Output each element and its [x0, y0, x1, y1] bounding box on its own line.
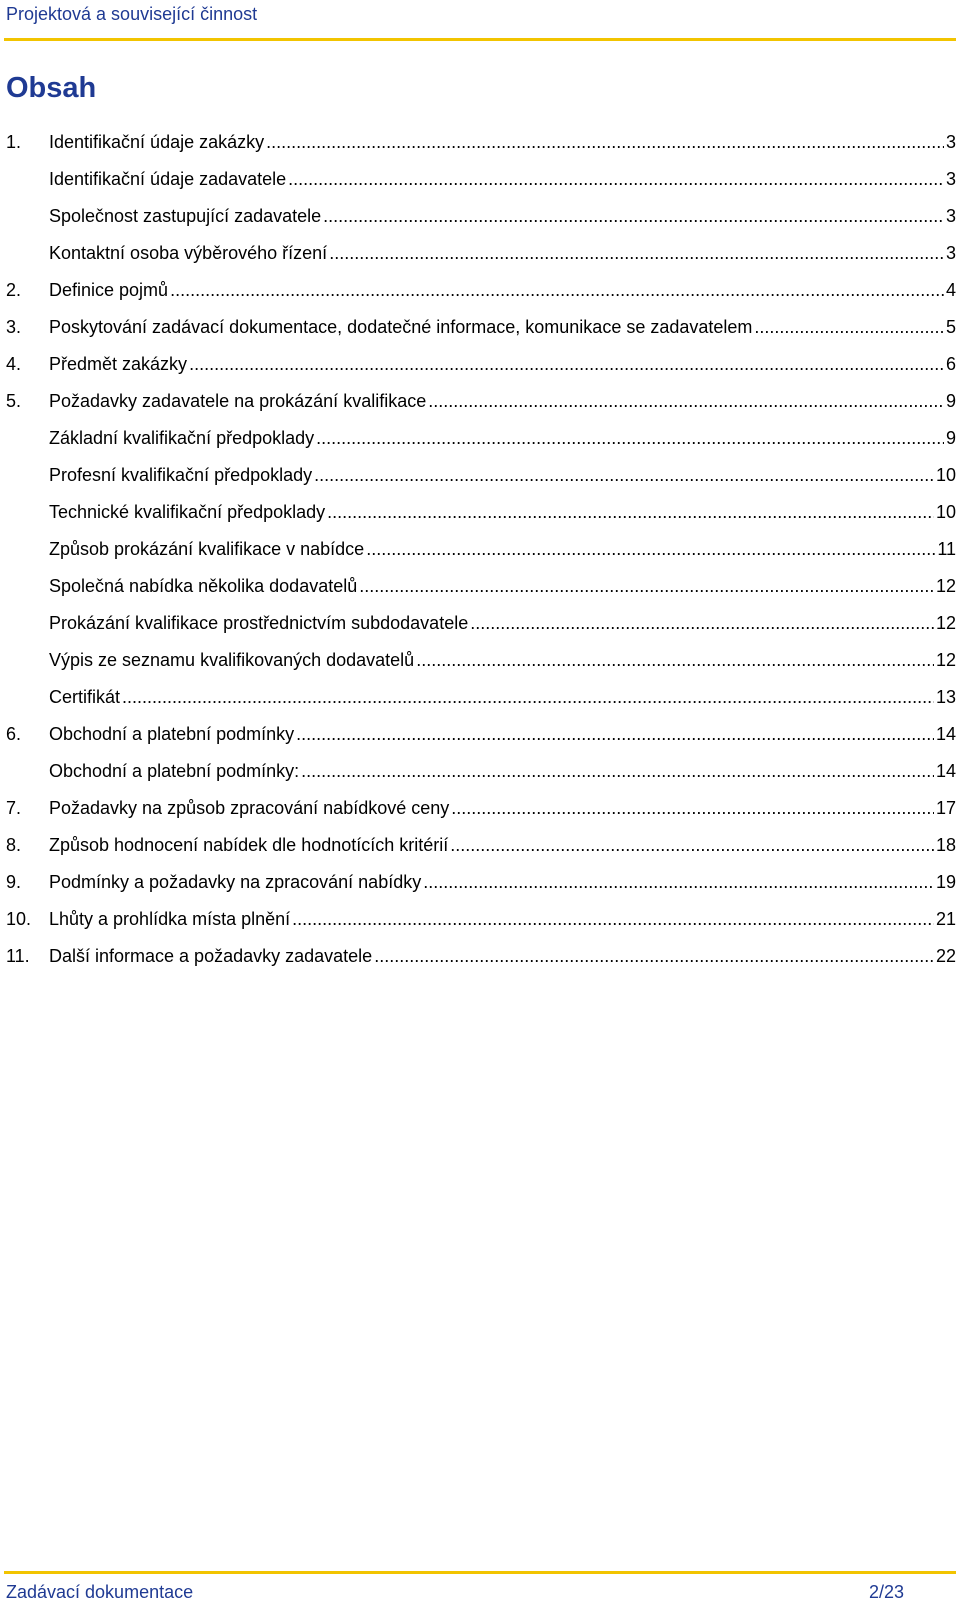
toc-entry-number: 9.: [6, 872, 22, 892]
toc-entry-page: 3: [945, 243, 956, 263]
toc-dot-leader: [329, 243, 944, 264]
toc-entry[interactable]: [0, 605, 960, 642]
toc-entry-page: 17: [935, 798, 956, 818]
toc-dot-leader: [359, 576, 934, 597]
toc-entry-number: 2.: [6, 280, 22, 300]
toc-entry-title: Základní kvalifikační předpoklady: [49, 428, 315, 448]
footer-page-number: 2/23: [868, 1582, 904, 1602]
toc-entry-title: Lhůty a prohlídka místa plnění: [49, 909, 291, 929]
toc-heading: Obsah: [6, 72, 97, 104]
toc-entry-number: 6.: [6, 724, 22, 744]
toc-entry-line: [49, 576, 956, 597]
toc-dot-leader: [450, 835, 934, 856]
toc-dot-leader: [296, 724, 934, 745]
toc-entry-title: Společnost zastupující zadavatele: [49, 206, 322, 226]
toc-entry-line: [49, 761, 956, 782]
toc-entry-line: [49, 317, 956, 338]
toc-dot-leader: [316, 428, 944, 449]
toc-entry-page: 11: [937, 539, 956, 559]
toc-entry-title: Identifikační údaje zadavatele: [49, 169, 287, 189]
toc-entry-line: [49, 724, 956, 745]
toc-entry-title: Obchodní a platební podmínky: [49, 724, 295, 744]
toc-entry-title: Požadavky zadavatele na prokázání kvalifikace: [49, 391, 427, 411]
toc-dot-leader: [122, 687, 934, 708]
toc-entry-page: 10: [935, 465, 956, 485]
toc-entry[interactable]: [0, 235, 960, 272]
toc-entry[interactable]: [0, 642, 960, 679]
toc-dot-leader: [288, 169, 944, 190]
toc-dot-leader: [470, 613, 934, 634]
toc-entry[interactable]: [0, 494, 960, 531]
toc-entry-line: [49, 502, 956, 523]
toc-entry-number: 1.: [6, 132, 22, 152]
toc-entry[interactable]: [0, 790, 960, 827]
toc-entry[interactable]: [0, 938, 960, 975]
toc-entry[interactable]: [0, 346, 960, 383]
toc-dot-leader: [327, 502, 934, 523]
toc-entry-page: 9: [945, 391, 956, 411]
toc-dot-leader: [266, 132, 944, 153]
toc-dot-leader: [423, 872, 934, 893]
toc-entry-line: [49, 909, 956, 930]
toc-entry-line: [49, 613, 956, 634]
toc-entry-page: 10: [935, 502, 956, 522]
toc-entry-page: 9: [945, 428, 956, 448]
toc-entry[interactable]: [0, 827, 960, 864]
toc-entry-title: Prokázání kvalifikace prostřednictvím subdodavatele: [49, 613, 469, 633]
toc-entry-title: Podmínky a požadavky na zpracování nabídky: [49, 872, 422, 892]
toc-entry-page: 12: [935, 613, 956, 633]
toc-dot-leader: [416, 650, 934, 671]
toc-entry[interactable]: [0, 383, 960, 420]
toc-entry-number: 7.: [6, 798, 22, 818]
footer-divider: [4, 1571, 956, 1574]
toc-dot-leader: [374, 946, 934, 967]
toc-entry-page: 14: [935, 724, 956, 744]
toc-entry-number: 4.: [6, 354, 22, 374]
header-title: Projektová a související činnost: [6, 4, 258, 24]
toc-entry-page: 18: [935, 835, 956, 855]
toc-entry-line: [49, 280, 956, 301]
toc-entry-page: 21: [935, 909, 956, 929]
toc-dot-leader: [451, 798, 934, 819]
toc-entry[interactable]: [0, 716, 960, 753]
toc-entry-page: 6: [945, 354, 956, 374]
toc-entry-page: 3: [945, 132, 956, 152]
toc-entry[interactable]: [0, 309, 960, 346]
toc-dot-leader: [314, 465, 934, 486]
toc-entry-line: [49, 206, 956, 227]
toc-entry-number: 10.: [6, 909, 32, 929]
toc-entry-title: Způsob prokázání kvalifikace v nabídce: [49, 539, 365, 559]
toc-entry[interactable]: [0, 198, 960, 235]
toc-entry[interactable]: [0, 161, 960, 198]
toc-dot-leader: [170, 280, 944, 301]
toc-dot-leader: [754, 317, 944, 338]
toc-entry-page: 22: [935, 946, 956, 966]
toc-entry-title: Společná nabídka několika dodavatelů: [49, 576, 358, 596]
toc-entry[interactable]: [0, 753, 960, 790]
header-divider: [4, 38, 956, 41]
toc-entry-line: [49, 946, 956, 967]
toc-entry-line: [49, 132, 956, 153]
toc-dot-leader: [366, 539, 935, 560]
toc-dot-leader: [428, 391, 944, 412]
toc-entry-line: [49, 650, 956, 671]
toc-entry[interactable]: [0, 568, 960, 605]
toc-entry-page: 4: [945, 280, 956, 300]
toc-entry-line: [49, 465, 956, 486]
toc-entry-page: 13: [935, 687, 956, 707]
toc-entry[interactable]: [0, 457, 960, 494]
toc-entry-title: Požadavky na způsob zpracování nabídkové ceny: [49, 798, 450, 818]
toc-entry-page: 12: [935, 576, 956, 596]
toc-entry-number: 5.: [6, 391, 22, 411]
toc-entry-title: Definice pojmů: [49, 280, 169, 300]
toc-entry-title: Profesní kvalifikační předpoklady: [49, 465, 313, 485]
toc-dot-leader: [301, 761, 934, 782]
toc-entry[interactable]: [0, 864, 960, 901]
toc-dot-leader: [323, 206, 944, 227]
toc-entry-title: Další informace a požadavky zadavatele: [49, 946, 373, 966]
toc-entry-line: [49, 243, 956, 264]
toc-entry[interactable]: [0, 420, 960, 457]
toc-entry-title: Kontaktní osoba výběrového řízení: [49, 243, 328, 263]
toc-entry-title: Předmět zakázky: [49, 354, 188, 374]
toc-entry[interactable]: [0, 531, 960, 568]
toc-entry[interactable]: [0, 124, 960, 161]
toc-entry-title: Způsob hodnocení nabídek dle hodnotících kritérií: [49, 835, 449, 855]
toc-dot-leader: [189, 354, 944, 375]
toc-dot-leader: [292, 909, 934, 930]
toc-entry-page: 3: [945, 169, 956, 189]
toc-entry-title: Technické kvalifikační předpoklady: [49, 502, 326, 522]
toc-entry-line: [49, 428, 956, 449]
toc-entry-line: [49, 169, 956, 190]
toc-entry-line: [49, 391, 956, 412]
toc-entry-title: Poskytování zadávací dokumentace, dodatečné informace, komunikace se zadavatelem: [49, 317, 753, 337]
toc-entry-page: 19: [935, 872, 956, 892]
toc-entry-number: 11.: [6, 946, 30, 966]
toc-entry-title: Identifikační údaje zakázky: [49, 132, 265, 152]
toc-entry[interactable]: [0, 679, 960, 716]
toc-entry-page: 3: [945, 206, 956, 226]
toc-entry-line: [49, 687, 956, 708]
toc-entry-line: [49, 835, 956, 856]
toc-entry-page: 14: [935, 761, 956, 781]
toc-entry-title: Certifikát: [49, 687, 121, 707]
toc-entry-page: 5: [945, 317, 956, 337]
toc-entry[interactable]: [0, 272, 960, 309]
toc-entry-line: [49, 798, 956, 819]
toc-entry-line: [49, 872, 956, 893]
toc-entry-title: Obchodní a platební podmínky:: [49, 761, 300, 781]
toc-entry-line: [49, 354, 956, 375]
toc-entry[interactable]: [0, 901, 960, 938]
toc-entry-number: 3.: [6, 317, 22, 337]
footer-document-name: Zadávací dokumentace: [6, 1582, 194, 1602]
toc-entry-line: [49, 539, 956, 560]
toc-entry-number: 8.: [6, 835, 22, 855]
toc-entry-page: 12: [935, 650, 956, 670]
toc-entry-title: Výpis ze seznamu kvalifikovaných dodavatelů: [49, 650, 415, 670]
